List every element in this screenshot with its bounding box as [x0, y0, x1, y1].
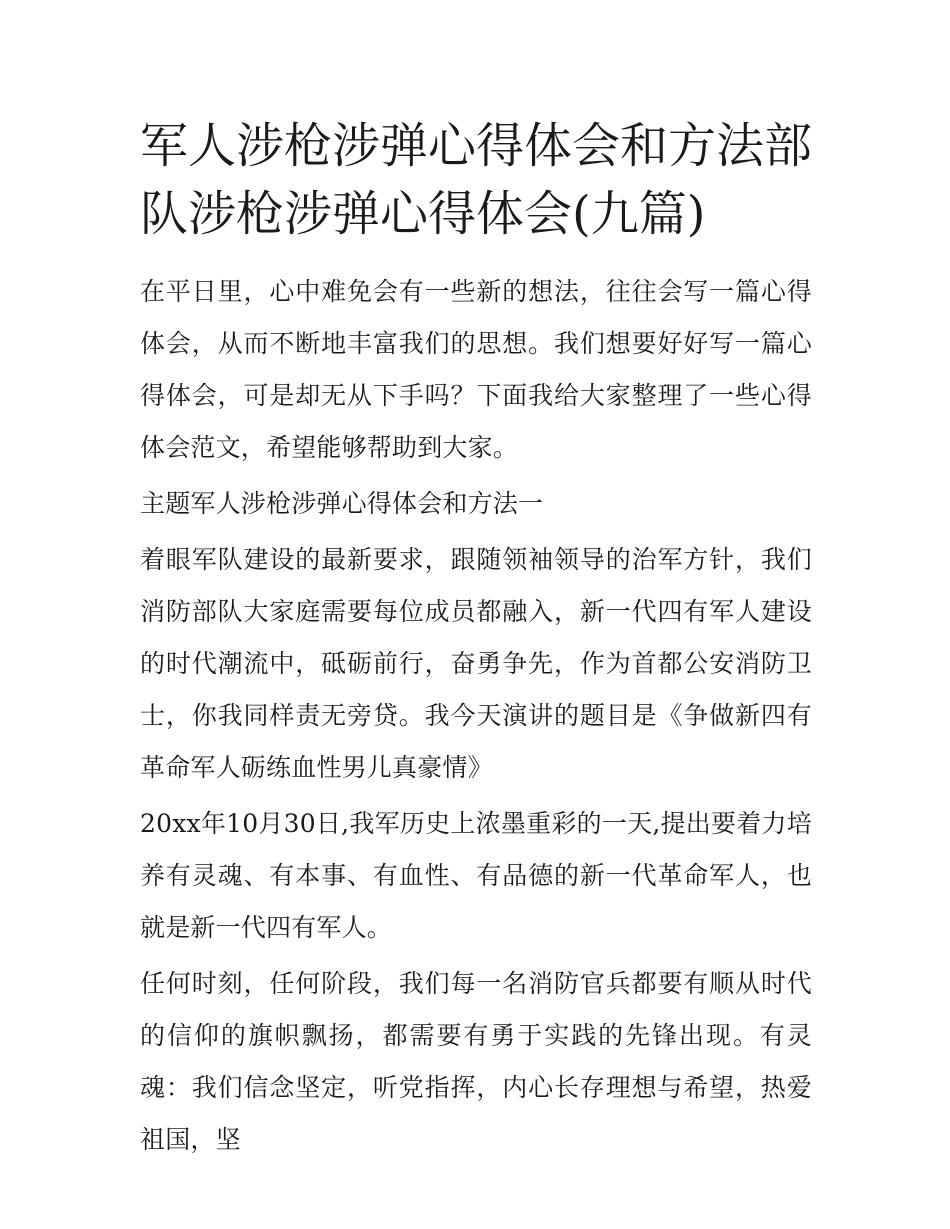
- body-paragraph: 任何时刻，任何阶段，我们每一名消防官兵都要有顺从时代的信仰的旗帜飘扬，都需要有勇于实践的先锋出现。有灵魂：我们信念坚定，听党指挥，内心长存理想与希望，热爱祖国，坚: [140, 969, 812, 1154]
- section-heading: 主题军人涉枪涉弹心得体会和方法一: [140, 489, 544, 518]
- intro-paragraph: 在平日里，心中难免会有一些新的想法，往往会写一篇心得体会，从而不断地丰富我们的思想。我们想要好好写一篇心得体会，可是却无从下手吗？下面我给大家整理了一些心得体会范文，希望能够帮助到大家。: [140, 277, 812, 462]
- body-paragraph: 着眼军队建设的最新要求，跟随领袖领导的治军方针，我们消防部队大家庭需要每位成员都融入，新一代四有军人建设的时代潮流中，砥砺前行，奋勇争先，作为首都公安消防卫士，你我同样责无旁贷。我今天演讲的题目是《争做新四有革命军人砺练血性男儿真豪情》: [140, 545, 812, 782]
- document-page: [140, 112, 812, 1170]
- document-title: 军人涉枪涉弹心得体会和方法部队涉枪涉弹心得体会(九篇): [140, 118, 813, 242]
- body-paragraph: 20xx年10月30日,我军历史上浓墨重彩的一天,提出要着力培养有灵魂、有本事、有血性、有品德的新一代革命军人，也就是新一代四有军人。: [140, 809, 812, 942]
